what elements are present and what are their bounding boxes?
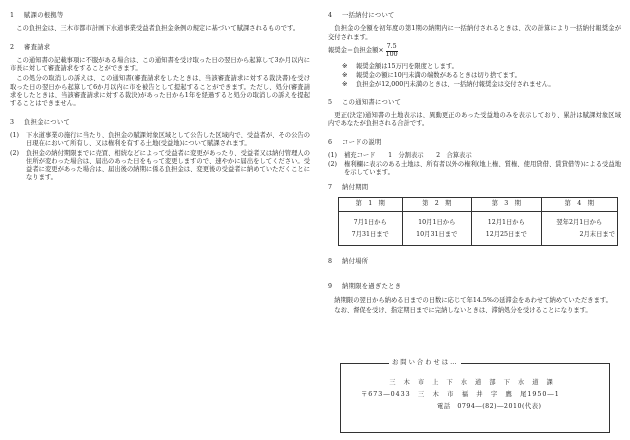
section-title: コードの説明 <box>342 138 382 146</box>
contact-heading: お問い合わせは… <box>389 359 461 367</box>
table-cell: 7月1日から 7月31日まで <box>339 212 403 246</box>
list-item: (1) 補充コード 1 分割表示 2 合算表示 <box>328 151 472 159</box>
table-cell: 10月1日から 10月31日まで <box>402 212 472 246</box>
section-9-text-2: なお、督促を受け、指定期日までに完納しないときは、滞納処分を受けることになります。 <box>334 306 592 314</box>
contact-box <box>340 359 610 433</box>
section-9-text-1: 納期限の翌日から納める日までの日数に応じて年14.5%の延滞金をあわせて納めていただきます。 <box>334 296 612 304</box>
contact-organization: 三木市上下水道部下水道課 <box>389 379 561 386</box>
note-item: ※ 負担金が12,000円未満のときは、一括納付報奨金は交付されません。 <box>342 81 555 89</box>
section-title: 一括納付について <box>342 12 395 19</box>
section-5-heading: 5 この通知書について <box>328 98 402 106</box>
payment-period-table <box>338 197 618 246</box>
section-2-text-2: この処分の取消しの訴えは、この通知書(審査請求をしたときは、当該審査請求に対する裁決書)を受け取った日の翌日から起算して6か月以内に市を被告として提起することができます。ただし、処分(審査請求をしたときは、当該審査請求に対する裁決)があった日から1年を経過すると処分の取消しの訴えを提起することはできません。 <box>10 75 310 108</box>
section-title: この通知書について <box>342 98 402 106</box>
list-item: (2) 権利欄に表示のある土地は、所有者以外の権利(地上権、質権、使用貸借、賃貸借等)による受益地を示しています。 <box>328 161 621 177</box>
section-9-heading: 9 納期限を過ぎたとき <box>328 283 402 291</box>
table-header-cell: 第 3 期 <box>472 198 542 212</box>
note-item: ※ 報奨金額は15万円を限度とします。 <box>342 62 458 70</box>
right-column <box>328 10 621 317</box>
section-4-text: 負担金の全額を初年度の第1期の納期内に一括納付されるときは、次の計算により一括納付報奨金が交付されます。 <box>328 25 621 41</box>
section-title: 審査請求 <box>24 43 51 51</box>
section-title: 負担金について <box>24 118 71 126</box>
contact-phone: 電話 0794―(82)―2010(代表) <box>437 403 542 410</box>
section-title: 納付場所 <box>342 258 369 265</box>
section-title: 納付期間 <box>342 183 369 191</box>
contact-address: 〒673―0433 三 木 市 福 井 字 鷹 尾1950―1 <box>361 391 560 398</box>
fraction: $\frac{7.5}{100}$ <box>385 42 398 58</box>
table-cell: 12月1日から 12月25日まで <box>472 212 542 246</box>
table-row <box>339 212 618 246</box>
table-header-cell: 第 4 期 <box>541 198 617 212</box>
left-column <box>10 10 310 184</box>
note-item: ※ 報奨金の額に10円未満の端数があるときは切り捨てます。 <box>342 72 521 80</box>
section-6-heading: 6 コードの説明 <box>328 138 382 146</box>
list-item: (2) 負担金の納付期限までに売買、相続などによって受益者に変更があったり、受益者又は納付管理人の住所が変わった場合は、届出のあった日をもって変更しますので、速やかに届出をしてください。受益者に変更があった場合は、届出後の納期に係る負担金は、変更後の受益者に納めていただくことになります。 <box>10 149 310 182</box>
section-7-heading: 7 納付期間 <box>328 183 369 191</box>
table-header-row <box>339 198 618 212</box>
section-1-text: この負担金は、三木市都市計画下水道事業受益者負担金条例の規定に基づいて賦課されるものです。 <box>16 25 300 33</box>
section-2-heading: 2 審査請求 <box>10 43 51 51</box>
list-item: (1) 下水道事業の施行に当たり、負担金の賦課対象区域として公告した区域内で、受益者が、その公告の日現在において所有し、又は権利を有する土地(受益地)について賦課されます。 <box>10 131 310 148</box>
table-cell: 翌年2月1日から 2月末日まで <box>541 212 617 246</box>
section-5-text: 更正(決定)通知書の土地表示は、異動更正のあった受益地のみを表示しており、累計は賦課対象区域内であなたが負担される合計です。 <box>328 111 621 128</box>
section-4-heading: 4 一括納付について <box>328 12 395 19</box>
section-8-heading: 8 納付場所 <box>328 258 369 265</box>
section-1-heading: 1 賦課の根拠等 <box>10 12 64 19</box>
section-title: 賦課の根拠等 <box>24 12 64 19</box>
section-title: 納期限を過ぎたとき <box>342 283 402 291</box>
section-3-heading: 3 負担金について <box>10 118 71 126</box>
table-header-cell: 第 1 期 <box>339 198 403 212</box>
section-2-text-1: この通知書の記載事項に不服がある場合は、この通知書を受け取った日の翌日から起算して3か月以内に市長に対して審査請求をすることができます。 <box>10 56 310 73</box>
reward-formula: 報奨金＝負担金額× $\frac{7.5}{100}$ <box>328 42 398 58</box>
table-header-cell: 第 2 期 <box>402 198 472 212</box>
